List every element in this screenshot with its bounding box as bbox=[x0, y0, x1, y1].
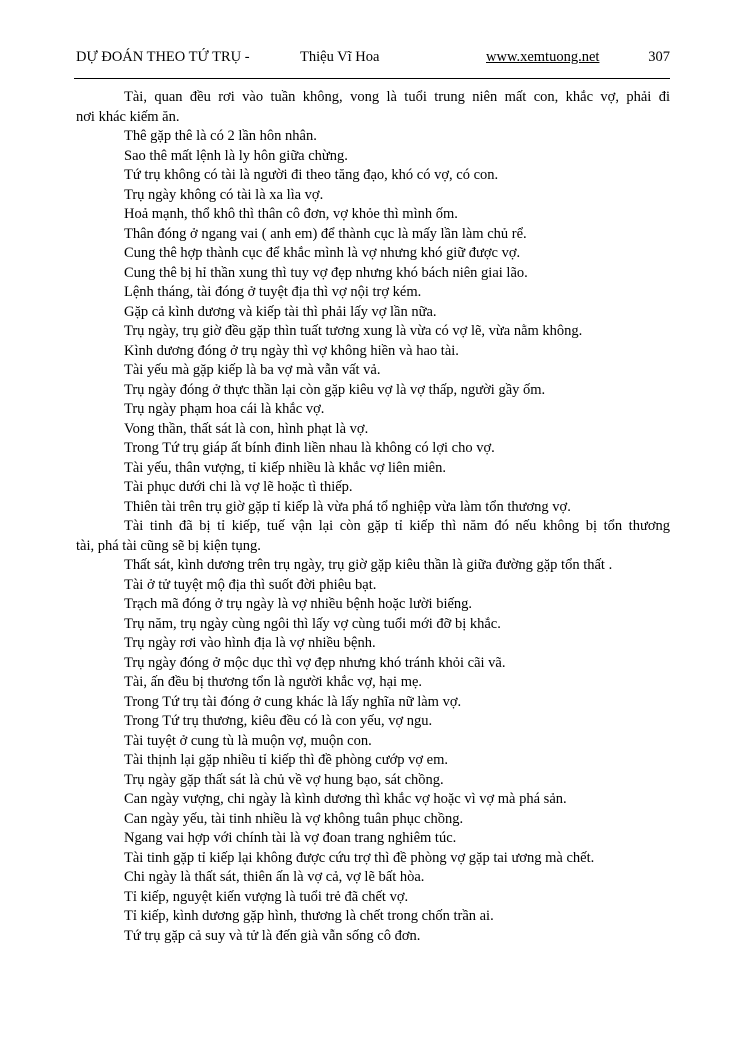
text-line: Thiên tài trên trụ giờ gặp tỉ kiếp là vừa phá tổ nghiệp vừa làm tổn thương vợ. bbox=[124, 498, 571, 515]
text-line: Tứ trụ không có tài là người đi theo tăng đạo, khó có vợ, có con. bbox=[124, 167, 499, 183]
text-line: Tỉ kiếp, nguyệt kiến vượng là tuổi trẻ đã chết vợ. bbox=[124, 888, 409, 905]
text-line: Thất sát, kình dương trên trụ ngày, trụ giờ gặp kiêu thần là giữa đường gặp tổn thất . bbox=[124, 557, 613, 573]
text-line: Trụ ngày rơi vào hình địa là vợ nhiều bệnh. bbox=[124, 635, 376, 651]
text-line: Tài tuyệt ở cung tù là muộn vợ, muộn con. bbox=[124, 732, 372, 749]
text-line: Vong thần, thất sát là con, hình phạt là vợ. bbox=[124, 420, 369, 437]
page-header bbox=[76, 48, 670, 66]
text-line: Hoả mạnh, thổ khô thì thân cô đơn, vợ khỏe thì mình ốm. bbox=[124, 206, 458, 222]
text-line: Tài yếu mà gặp kiếp là ba vợ mà vẫn vất vả. bbox=[124, 362, 381, 378]
text-line: Can ngày vượng, chi ngày là kình dương thì khắc vợ hoặc vì vợ mà phá sản. bbox=[124, 791, 567, 807]
text-line: Trụ ngày không có tài là xa lìa vợ. bbox=[124, 186, 324, 203]
text-line: nơi khác kiếm ăn. bbox=[76, 108, 180, 125]
text-line: Tài tinh gặp tỉ kiếp lại không được cứu trợ thì đề phòng vợ gặp tai ương mà chết. bbox=[124, 849, 595, 866]
text-line: Tứ trụ gặp cả suy và tử là đến già vẫn sống cô đơn. bbox=[124, 927, 421, 944]
page-number: 307 bbox=[648, 49, 670, 65]
text-line: Cung thê bị hỉ thần xung thì tuy vợ đẹp nhưng khó bách niên giai lão. bbox=[124, 264, 528, 281]
website-link[interactable]: www.xemtuong.net bbox=[486, 49, 600, 65]
book-title: DỰ ĐOÁN THEO TỨ TRỤ - bbox=[76, 49, 250, 65]
text-line: Trong Tứ trụ giáp ất bính đinh liền nhau là không có lợi cho vợ. bbox=[124, 440, 495, 456]
text-line: Trụ ngày phạm hoa cái là khắc vợ. bbox=[124, 401, 325, 417]
text-line: Lệnh tháng, tài đóng ở tuyệt địa thì vợ nội trợ kém. bbox=[124, 284, 422, 300]
header-rule bbox=[74, 78, 670, 79]
text-line: Tài tinh đã bị tỉ kiếp, tuế vận lại còn gặp tỉ kiếp thì năm đó nếu không bị tổn thương bbox=[124, 518, 670, 534]
text-line: Tài, quan đều rơi vào tuần không, vong là tuổi trung niên mất con, khắc vợ, phải đi bbox=[124, 89, 670, 105]
text-line: Tài ở tử tuyệt mộ địa thì suốt đời phiêu bạt. bbox=[124, 576, 377, 593]
text-line: Tỉ kiếp, kình dương gặp hình, thương là chết trong chốn trần ai. bbox=[124, 908, 494, 924]
text-line: Tài thịnh lại gặp nhiều tỉ kiếp thì đề phòng cướp vợ em. bbox=[124, 752, 449, 768]
text-line: Kình dương đóng ở trụ ngày thì vợ không hiền và hao tài. bbox=[124, 342, 459, 359]
text-line: Trụ năm, trụ ngày cùng ngôi thì lấy vợ cùng tuổi mới đỡ bị khắc. bbox=[124, 615, 501, 632]
text-line: Trong Tứ trụ thương, kiêu đều có là con yếu, vợ ngu. bbox=[124, 713, 433, 729]
text-line: Trụ ngày đóng ở mộc dục thì vợ đẹp nhưng khó tránh khỏi cãi vã. bbox=[124, 654, 506, 671]
text-line: Tài phục dưới chi là vợ lẽ hoặc tì thiếp. bbox=[124, 479, 353, 495]
text-line: Trụ ngày đóng ở thực thần lại còn gặp kiêu vợ là vợ thấp, người gầy ốm. bbox=[124, 381, 546, 398]
text-line: Trụ ngày gặp thất sát là chủ về vợ hung bạo, sát chồng. bbox=[124, 771, 444, 788]
text-line: Thân đóng ở ngang vai ( anh em) để thành cục là mấy lần làm chủ rể. bbox=[124, 225, 527, 242]
text-line: tài, phá tài cũng sẽ bị kiện tụng. bbox=[76, 537, 261, 554]
author-name: Thiệu Vĩ Hoa bbox=[300, 49, 380, 65]
text-line: Trạch mã đóng ở trụ ngày là vợ nhiều bệnh hoặc lười biếng. bbox=[124, 596, 473, 612]
text-line: Trụ ngày, trụ giờ đều gặp thìn tuất tương xung là vừa có vợ lẽ, vừa nằm không. bbox=[124, 323, 583, 339]
text-line: Can ngày yếu, tài tinh nhiều là vợ không tuân phục chồng. bbox=[124, 810, 464, 827]
text-line: Sao thê mất lệnh là ly hôn giữa chừng. bbox=[124, 147, 348, 164]
text-line: Thê gặp thê là có 2 lần hôn nhân. bbox=[124, 128, 317, 144]
text-line: Gặp cả kình dương và kiếp tài thì phải lấy vợ lần nữa. bbox=[124, 303, 437, 320]
text-line: Tài yếu, thân vượng, tỉ kiếp nhiều là khắc vợ liên miên. bbox=[124, 459, 446, 476]
text-line: Tài, ấn đều bị thương tổn là người khắc vợ, hại mẹ. bbox=[124, 674, 423, 690]
text-line: Chi ngày là thất sát, thiên ấn là vợ cả, vợ lẽ bất hòa. bbox=[124, 869, 425, 885]
text-line: Trong Tứ trụ tài đóng ở cung khác là lấy nghĩa nữ làm vợ. bbox=[124, 693, 462, 710]
text-line: Cung thê hợp thành cục để khắc mình là vợ nhưng khó giữ được vợ. bbox=[124, 245, 521, 261]
document-body bbox=[76, 88, 670, 946]
text-line: Ngang vai hợp với chính tài là vợ đoan trang nghiêm túc. bbox=[124, 830, 457, 846]
